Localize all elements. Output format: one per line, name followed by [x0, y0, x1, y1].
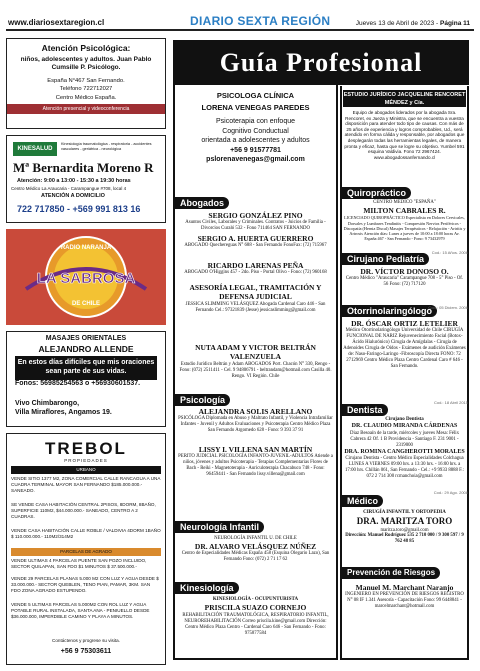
masajes-name: ALEJANDRO ALLENDE	[38, 343, 134, 354]
psicologa-desc: Psicoterapia con enfoque Cognitivo Conductual orientada a adolescentes y adultos +56 9 91577781 pslorenavenegas@gmail.com	[175, 117, 336, 164]
ad-psicologica	[6, 38, 166, 129]
masajes-loc1: Vivo Chimbarongo,	[15, 400, 80, 407]
kinesalud-phone[interactable]: 722 717850 - +569 991 813 16	[17, 204, 141, 214]
radio-top-text: RADIO NARANJA	[60, 245, 112, 251]
neurologia-title: NEUROLOGÍA INFANTIL U. DE CHILE	[214, 536, 297, 541]
riesgos-entry	[343, 583, 466, 610]
trebol-logo: TREBOL	[45, 439, 127, 458]
masajes-phone[interactable]: Fonos: 56985254563 o +56930601537.	[15, 380, 141, 387]
trebol-listing-3: VENDE CASA HABITACIÓN CALLE ROBLE / VALDIVIA 4DORM 1BAÑO $ 110.000.000.- 110M2/314M2	[11, 528, 161, 539]
dentista-1-detail: Diaz Besoaín de la tarde, miércoles y jueves Mesa: Félix Cabrera 42 Of. 1 B Providencia - Santiago F. 231 9001 - 2319000	[350, 430, 459, 448]
otorrino-detail: Médico Otorrinolaringólogo Universidad de Chile CIRUGÍA FUNCIONAL DE NARIZ Rejuvenecimiento Facial (Botox-Ácido Hialurónico) Cirugía de Amígdalas - Cirugía de Adenoides Cirugía de Oídos - Exámenes de audición Exámenes de: Naso-Faringo-Laringo -Fibroscopía Directa FONO: 72 2712969 Centro Médico Plaza Centro Cardenal Caro # 646 - San Fernando.	[343, 328, 466, 370]
psicologa-name: LORENA VENEGAS PAREDES	[201, 102, 310, 112]
abogado-3-detail: ABOGADO O'Higgins 457 - 2do. Piso - Portal Olivo - Fono: (72) 960168	[184, 270, 327, 276]
trebol-contact: Contáctenos y progrese su visita.	[52, 638, 120, 643]
insertion-note: Cod.: 29 Ago. 2008	[433, 490, 468, 495]
kine-name: PRISCILA SUAZO CORNEJO	[204, 603, 307, 613]
abogado-4-name: ASESORÍA LEGAL, TRAMITACIÓN Y DEFENSA JUDICIAL	[189, 283, 322, 302]
otorrino-name: DR. ÓSCAR ORTIZ LETELIER	[351, 319, 458, 328]
guide-banner: Guía Profesional	[173, 40, 469, 85]
psicologo-1	[178, 407, 333, 434]
ad-masajes	[6, 331, 166, 427]
kinesalud-domicilio: ATENCIÓN A DOMICILIO	[41, 193, 105, 199]
radio-logo-art	[6, 229, 166, 325]
cirujano-detail: Centro Médico "Araucaria" Carampangue 708 - 5° Piso - Of. 56 Fono: (72) 717120	[345, 276, 464, 288]
masajes-message: En estos días difíciles que mis oraciones sean parte de sus vidas.	[15, 356, 157, 380]
psicologo-1-name: ALEJANDRA SOLIS ARELLANO	[198, 407, 313, 416]
abogado-3	[178, 261, 333, 276]
section-abogados: Abogados	[175, 197, 229, 209]
trebol-phone[interactable]: +56 9 75303611	[60, 648, 112, 655]
dentista-2-detail: Cirujano Dentista - Centro Médico Especialidades Colchagua LUNES A VIERNES 09:00 hrs. a 13:30 hrs. - 16:00 hrs. a 17:00 hrs. Chillán 061, San Fernando - Cel.: +9 9933 8888 F.: 072 2 714 300 rcmanchoia@gmail.com	[345, 456, 464, 480]
cirujano-name: DR. VÍCTOR DONOSO O.	[360, 267, 449, 276]
radio-mid-text: LA SABROSA	[36, 270, 136, 287]
abogado-1	[178, 211, 333, 232]
section-neurologia: Neurología Infantil	[175, 521, 264, 533]
trebol-listing-1: VENDE SITIO 1377 M2, ZONA COMERCIAL CALLE RANCAGUA A UNA CUADRA TERMINAL MAYOR SAN FERNANDO $185.000.000.- SANEADO.	[11, 476, 161, 493]
quiro-name: MILTON CABRALES R.	[363, 205, 446, 215]
psicologo-2	[178, 445, 333, 478]
estudio-juridico-header: ESTUDIO JURÍDICO JACQUELINE RENCORET MÉNDEZ y Cía.	[343, 92, 466, 106]
abogado-4-detail: JESSICA SLIMMING VELÁSQUEZ Abogada Cardenal Caro 446 - San Fernando Cel.: 97321839 (Jesse) jessicaslimming@gmail.com	[185, 301, 326, 313]
kine-title: KINESIOLOGÍA - OCUPUNTURISTA	[212, 597, 299, 602]
insertion-note: Cod.: 15 Años. 2006	[431, 250, 468, 255]
trebol-listing-5: VENDE 29 PARCELAS PLANAS 5.000 M2 CON LUZ Y AGUA DESDE $ 33.000.000.- SECTOR QUEBLEN, TENO PIAN, PAMAR, 3KM. SAN FDO ZONA AGRADO ESTUPENDO.	[11, 576, 159, 593]
abogado-4	[178, 283, 333, 314]
quiro-center: CENTRO MÉDICO "ESPAÑA"	[373, 200, 436, 205]
dentista-2-name: DRA. ROMINA CANGHEROTTI MORALES	[344, 448, 465, 455]
kinesalud-address: Centro Médico La Araucaria - Carampangue #708, local 4	[11, 186, 127, 191]
kine-detail: REHABILITACIÓN TRAUMATOLÓGICA, RESPIRATORIO INFANTIL, NEUROREHABILITACIÓN Correo priscila.kine@gmail.com Dirección: Centro Médico Plaza Centro - Cardenal Caro 646 - San Fernando - Fono: 975877584	[182, 612, 329, 636]
psicologo-2-name: LISSY I. VILLENA SAN MARTÍN	[198, 445, 313, 454]
section-otorrino: Otorrinolaringólogo	[342, 305, 437, 317]
abogado-2	[178, 234, 333, 249]
dentista-1-name: DR. CLAUDIO MIRANDA CÁRDENAS	[351, 423, 458, 430]
ad-footer-bar: Atención presencial y videoconferencia	[7, 104, 165, 114]
left-ads-column	[6, 38, 166, 671]
medico-detail: Dirección: Manuel Rodríguez 535 2 710 000 / 9 300 597 / 9 762 48 85	[345, 533, 464, 545]
otorrino-entry	[343, 319, 466, 370]
medico-entry	[343, 510, 466, 545]
kinesalud-hours: Atención: 9:00 a 13:00 - 15:30 a 19:30 horas	[17, 178, 131, 184]
radio-bottom-text: DE CHILE	[71, 301, 101, 307]
page-header	[0, 0, 480, 30]
section-psicologia: Psicología	[175, 394, 230, 406]
site-url[interactable]: www.diariosextaregion.cl	[8, 18, 105, 27]
ad-radio-sabrosa	[6, 229, 166, 325]
section-prevencion-riesgos: Prevención de Riesgos	[342, 567, 440, 579]
abogado-5	[178, 343, 333, 380]
insertion-note: Cod.: 18 Abril 2015	[433, 400, 468, 405]
trebol-listing-2: SE VENDE CASA HABITACIÓN CENTRAL 2PISOS, 8DORM, 8BAÑO, SUPERFICIE 110M2, $44.000.000.- SANEADO, CENTRO A 2 CUADRAS.	[11, 502, 156, 519]
trebol-listing-6: VENDE 5 ULTIMAS PARCELAS 5.000M2 CON ROL LUZ Y AGUA POTABLE RURAL INSTALADA, SANTA ANA - PENIUELLO DESDE $36.000.000, IMPERDIBLE CAMINO Y PLAYA A MINUTOS.	[11, 602, 150, 619]
issue-date: Jueves 13 de Abril de 2023 - Página 11	[355, 20, 470, 27]
neurologia-detail: Centro de Especialidades Médicas España 458 (Esquina Olegario Lazo), San Fernando Fono: (072) 2 71 17 62	[181, 551, 330, 563]
neurologia-name: DR. ALVARO VELÁSQUEZ NÚÑEZ	[194, 541, 317, 551]
section-dentista: Dentista	[342, 404, 388, 416]
abogado-3-name: RICARDO LARENAS PEÑA	[207, 261, 304, 270]
ad-address: España N°467 San Fernando. Teléfono 722712027 Centro Médico España.	[47, 77, 125, 101]
medico-email: maritza.toro@gmail.com	[380, 527, 429, 533]
psicologa-phone[interactable]: +56 9 91577781	[230, 146, 281, 154]
riesgos-detail: INGENIERO EN PREVENCIÓN DE RIESGOS REGISTRO N° 08 IF 1.341 Asesoría - Capacitación Fono: 99 6448841 - marcelmarchant@hotmail.com	[345, 592, 464, 610]
trebol-urbano-bar: URBANO	[11, 466, 161, 474]
abogado-1-detail: Asuntos Civiles, Laborales y Criminales. Contratos - Juicios de Familia - Divorcios Curaló 532 - Fono 711464 SAN FERNANDO	[185, 220, 326, 232]
abogado-2-name: SERGIO A. HUERTA GUERRERO	[197, 234, 314, 243]
trebol-listing-4: VENDE ULTIMAS 4 PARCELAS PUENTE SAN POZO INCLUIDO, SECTOR QUILAPAN, SAN FDO $1 MINUTOS $ 37.500.000.-	[11, 558, 147, 569]
trebol-agrado-bar: PARCELAS DE AGRADO	[11, 548, 161, 556]
abogado-2-detail: ABOGADO Quechereguas N° 688 - San Fernando FonoFax: (72) 715967	[184, 243, 327, 249]
ad-kinesalud	[6, 135, 166, 223]
trebol-sub: PROPIEDADES	[64, 458, 108, 463]
abogado-1-name: SERGIO GONZÁLEZ PINO	[208, 211, 303, 220]
kinesalud-name: Mª Bernardita Moreno R	[13, 160, 154, 175]
psicologo-1-detail: PSICÓLOGA Diplomada en Abuso y Maltrato Infantil, y Violencia Intrafamiliar Infantes - Juvenil y Adultos Evaluaciones y Psicoterapia Centro Médico Plaza San Fernando Argomedo 628 - Fono: 9 393 37 91	[178, 416, 333, 434]
insertion-note: Cod.: 05 Diciem. 2006	[428, 305, 468, 310]
header-rule	[6, 29, 474, 31]
psicologa-email[interactable]: pslorenavenegas@gmail.com	[206, 156, 305, 163]
quiro-entry	[343, 200, 466, 242]
dentista-entry	[343, 417, 466, 480]
psicologa-ad	[175, 90, 336, 164]
masthead-title: DIARIO SEXTA REGIÓN	[190, 14, 331, 28]
ad-trebol-propiedades	[6, 433, 166, 665]
ad-subtitle: niños, adolescentes y adultos. Juan Pablo Cumsille P. Psicólogo.	[20, 55, 152, 71]
medico-title: CIRUGÍA INFANTIL Y ORTOPEDIA	[363, 510, 446, 515]
masajes-title: MASAJES ORIENTALES	[45, 335, 127, 342]
medico-name: DRA. MARITZA TORO	[356, 516, 453, 527]
page-number: Página 11	[440, 20, 470, 27]
neurologia-entry	[178, 536, 333, 563]
abogado-5-detail: Estudio Jurídico Beltrán y Adam ABOGADOS Port. Chacón N° 330, Rengo - Fono: (072) 2511411 - Cel. 9 94806791 - beltrandam@hotmail.com Casilla 40. Rengo. VI Región. Chile	[179, 361, 332, 379]
section-kinesiologia: Kinesiología	[175, 582, 239, 594]
abogado-5-name: NUTA ADAM Y VICTOR BELTRÁN VALENZUELA	[195, 343, 316, 362]
quiro-detail: LICENCIADO QUIROPRÁCTICO Especialista en Dolores Cervicales, Dorsales y Lumbares Tendinitis - Compresión Nervios Periféricos - Discopatía (Hernia Discal) Masajes Terapéuticos - Relajación - Artritis y Artrosis Atención días: Lunes a jueves de 10:00 a 18:00 horas Av. España 467 - San Fernando - Fono: 9 73432979	[343, 215, 466, 242]
dentista-title: Cirujano Dentista	[385, 417, 424, 422]
psicologo-2-detail: PERITO JUDICIAL PSICOLOGÍA INFANTO-JUVENIL-ADULTOS Atiende a niños, jóvenes y adultos Psicoterapia - Terapias Complementarias Flores de Bach - Reiki - Magnetoterapia - Auriculoterapia Chacabuco 748 - Fono: 96459441 - San Fernando lissy.villena@gmail.com	[178, 454, 333, 478]
kinesalud-logo: KINESALUD	[13, 142, 57, 156]
kinesalud-desc: Kinesiología traumatológica - respiratoria - accidentes vasculares - geriátrica - neurológica	[61, 142, 152, 151]
masajes-loc2: Villa Miraflores, Angamos 19.	[15, 409, 112, 416]
cirujano-entry	[343, 267, 466, 288]
kinesiologia-entry	[178, 597, 333, 637]
section-cirujano-pediatria: Cirujano Pediatría	[342, 253, 429, 265]
psicologa-title: PSICOLOGA CLÍNICA	[216, 91, 295, 100]
estudio-juridico-text: Equipo de abogados liderados por la abogada Sra. Rencoret, ex Jueza y Ministra, que se encuentra a vuestra disposición para atender todo tipo de causas. Con más de 25 años de experiencia y logros comprobables, Ud., será atendido en forma cálida y responsable, por abogados que desplegarán todas las herramientas legales, de manera pronta y eficaz, hasta que se logre su objetivo. Yumbel 591 esquina Valdivia. Fono 72 2967424. www.abogadossanfernando.cl	[344, 110, 465, 160]
riesgos-name: Manuel M. Marchant Naranjo	[355, 583, 454, 592]
ad-title: Atención Psicológica:	[41, 43, 131, 53]
section-medico: Médico	[342, 495, 383, 507]
section-quiropractico: Quiropráctico	[342, 187, 411, 199]
